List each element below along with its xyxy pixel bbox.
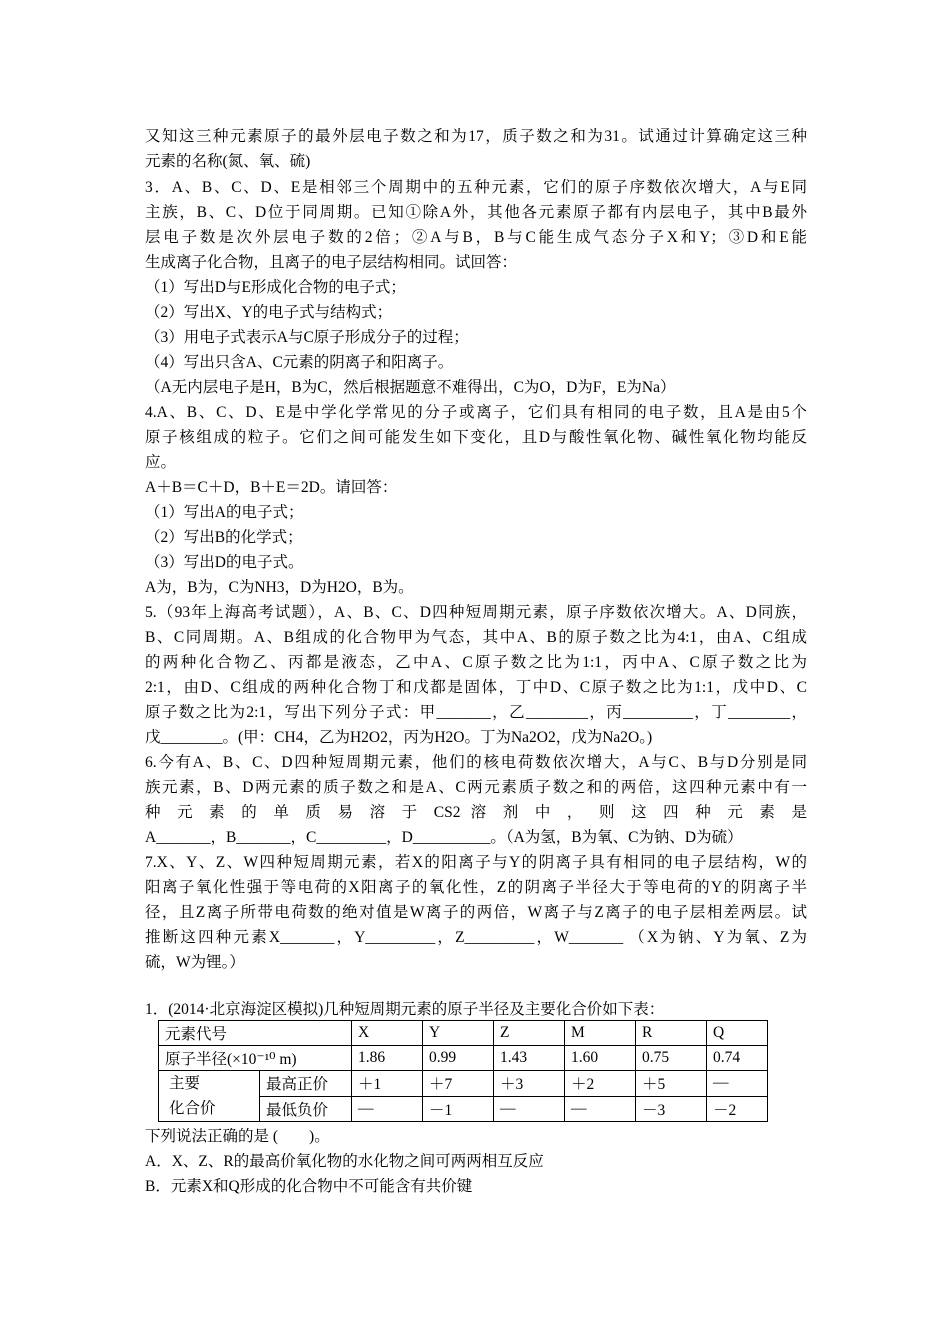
- text-line: 3．A、B、C、D、E是相邻三个周期中的五种元素，它们的原子序数依次增大，A与E同: [145, 179, 807, 196]
- text-line: （4）写出只含A、C元素的阴离子和阳离子。: [145, 354, 454, 371]
- table-cell: 1.60: [565, 1046, 636, 1071]
- text-line: B、C同周期。A、B组成的化合物甲为气态，其中A、B的原子数之比为4:1，由A、C组成: [145, 629, 807, 646]
- text-line: （1）写出A的电子式；: [145, 504, 304, 521]
- table-header-cell: 原子半径(×10⁻¹⁰ m): [159, 1046, 352, 1071]
- text-line: 5.（93年上海高考试题），A、B、C、D四种短周期元素，原子序数依次增大。A、D同族，: [145, 604, 807, 621]
- table-cell: X: [352, 1021, 423, 1046]
- text-line: 径，且Z离子所带电荷数的绝对值是W离子的两倍，W离子与Z离子的电子层相差两层。试: [145, 904, 807, 921]
- table-cell: Z: [494, 1021, 565, 1046]
- table-header-cell: 最高正价: [260, 1071, 352, 1097]
- text-line: 应。: [145, 454, 177, 471]
- text-line: （1）写出D与E形成化合物的电子式；: [145, 279, 406, 296]
- table-cell: ＋2: [565, 1071, 636, 1097]
- table-cell: M: [565, 1021, 636, 1046]
- text-line: 推断这四种元素X_______，Y_________，Z_________，W_______ （X为钠、Y为氧、Z为: [145, 929, 807, 946]
- group-label-line: 主要: [169, 1075, 201, 1092]
- table-cell: ＋5: [636, 1071, 707, 1097]
- table-cell: —: [707, 1071, 768, 1097]
- text-line: 又知这三种元素原子的最外层电子数之和为17，质子数之和为31。试通过计算确定这三种: [145, 128, 807, 145]
- table-cell: 1.43: [494, 1046, 565, 1071]
- answer-line: （A无内层电子是H，B为C，然后根据题意不难得出，C为O，D为F，E为Na）: [145, 379, 676, 396]
- answer-line: 硫，W为锂。）: [145, 954, 245, 971]
- table-header-cell: 元素代号: [159, 1021, 352, 1046]
- table-cell: －3: [636, 1096, 707, 1122]
- equation-line: A＋B＝C＋D，B＋E＝2D。请回答：: [145, 479, 398, 496]
- table-row: [159, 1021, 768, 1046]
- text-line: 7.X、Y、Z、W四种短周期元素，若X的阳离子与Y的阴离子具有相同的电子层结构，W的: [145, 854, 807, 871]
- table-cell: Q: [707, 1021, 768, 1046]
- element-table: [158, 1020, 768, 1122]
- text-line: 族元素，B、D两元素的质子数之和是A、C两元素质子数之和的两倍，这四种元素中有一: [145, 779, 807, 796]
- text-line: 生成离子化合物，且离子的电子层结构相同。试回答：: [145, 254, 518, 271]
- text-line: （3）写出D的电子式。: [145, 554, 304, 571]
- table-row: [159, 1046, 768, 1071]
- text-line: 的两种化合物乙、丙都是液态，乙中A、C原子数之比为1:1，丙中A、C原子数之比为: [145, 654, 807, 671]
- text-line: 6.今有A、B、C、D四种短周期元素，他们的核电荷数依次增大，A与C、B与D分别是同: [145, 754, 807, 771]
- table-cell: 0.75: [636, 1046, 707, 1071]
- text-line: 下列说法正确的是 ( )。: [145, 1128, 330, 1145]
- table-cell: —: [494, 1096, 565, 1122]
- text-line: 种 元 素 的 单 质 易 溶 于 CS2 溶 剂 中 ， 则 这 四 种 元 素 是: [145, 804, 807, 821]
- text-line: 2:1，由D、C组成的两种化合物丁和戊都是固体，丁中D、C原子数之比为1:1，戊中D、C: [145, 679, 807, 696]
- table-group-cell: [159, 1071, 260, 1122]
- text-line: 原子核组成的粒子。它们之间可能发生如下变化，且D与酸性氧化物、碱性氧化物均能反: [145, 429, 807, 446]
- answer-line: A为，B为，C为NH3，D为H2O，B为。: [145, 579, 414, 596]
- question-title: 1．(2014·北京海淀区模拟)几种短周期元素的原子半径及主要化合价如下表：: [145, 1001, 665, 1018]
- text-line: 元素的名称(氮、氧、硫): [145, 153, 311, 170]
- text-line: 4.A、B、C、D、E是中学化学常见的分子或离子，它们具有相同的电子数，且A是由5个: [145, 404, 807, 421]
- answer-line: 戊________。(甲：CH4，乙为H2O2，丙为H2O。丁为Na2O2，戊为Na2O。): [145, 729, 653, 746]
- text-line: （3）用电子式表示A与C原子形成分子的过程；: [145, 329, 469, 346]
- text-line: 主族，B、C、D位于同周期。已知①除A外，其他各元素原子都有内层电子，其中B最外: [145, 204, 807, 221]
- table-cell: ＋7: [423, 1071, 494, 1097]
- group-label-line: 化合价: [169, 1100, 216, 1117]
- text-line: 原子数之比为2:1，写出下列分子式：甲_______，乙________，丙_________，丁________，: [145, 704, 807, 721]
- table-row: [159, 1071, 768, 1097]
- table-cell: ＋1: [352, 1071, 423, 1097]
- table-cell: R: [636, 1021, 707, 1046]
- table-cell: —: [352, 1096, 423, 1122]
- table-cell: 0.99: [423, 1046, 494, 1071]
- table-cell: 1.86: [352, 1046, 423, 1071]
- table-cell: —: [565, 1096, 636, 1122]
- text-line: （2）写出X、Y的电子式与结构式；: [145, 304, 393, 321]
- table-cell: －2: [707, 1096, 768, 1122]
- text-line: （2）写出B的化学式；: [145, 529, 303, 546]
- table-cell: －1: [423, 1096, 494, 1122]
- option-b: B．元素X和Q形成的化合物中不可能含有共价键: [145, 1178, 473, 1195]
- answer-line: A_______，B_______，C_________，D__________。（A为氢，B为氧、C为钠、D为硫）: [145, 829, 743, 846]
- table-cell: Y: [423, 1021, 494, 1046]
- text-line: 层电子数是次外层电子数的2倍；②A与B，B与C能生成气态分子X和Y；③D和E能: [145, 229, 807, 246]
- table-cell: 0.74: [707, 1046, 768, 1071]
- option-a: A．X、Z、R的最高价氧化物的水化物之间可两两相互反应: [145, 1153, 544, 1170]
- table-cell: ＋3: [494, 1071, 565, 1097]
- text-line: 阳离子氧化性强于等电荷的X阳离子的氧化性，Z的阴离子半径大于等电荷的Y的阴离子半: [145, 879, 807, 896]
- table-header-cell: 最低负价: [260, 1096, 352, 1122]
